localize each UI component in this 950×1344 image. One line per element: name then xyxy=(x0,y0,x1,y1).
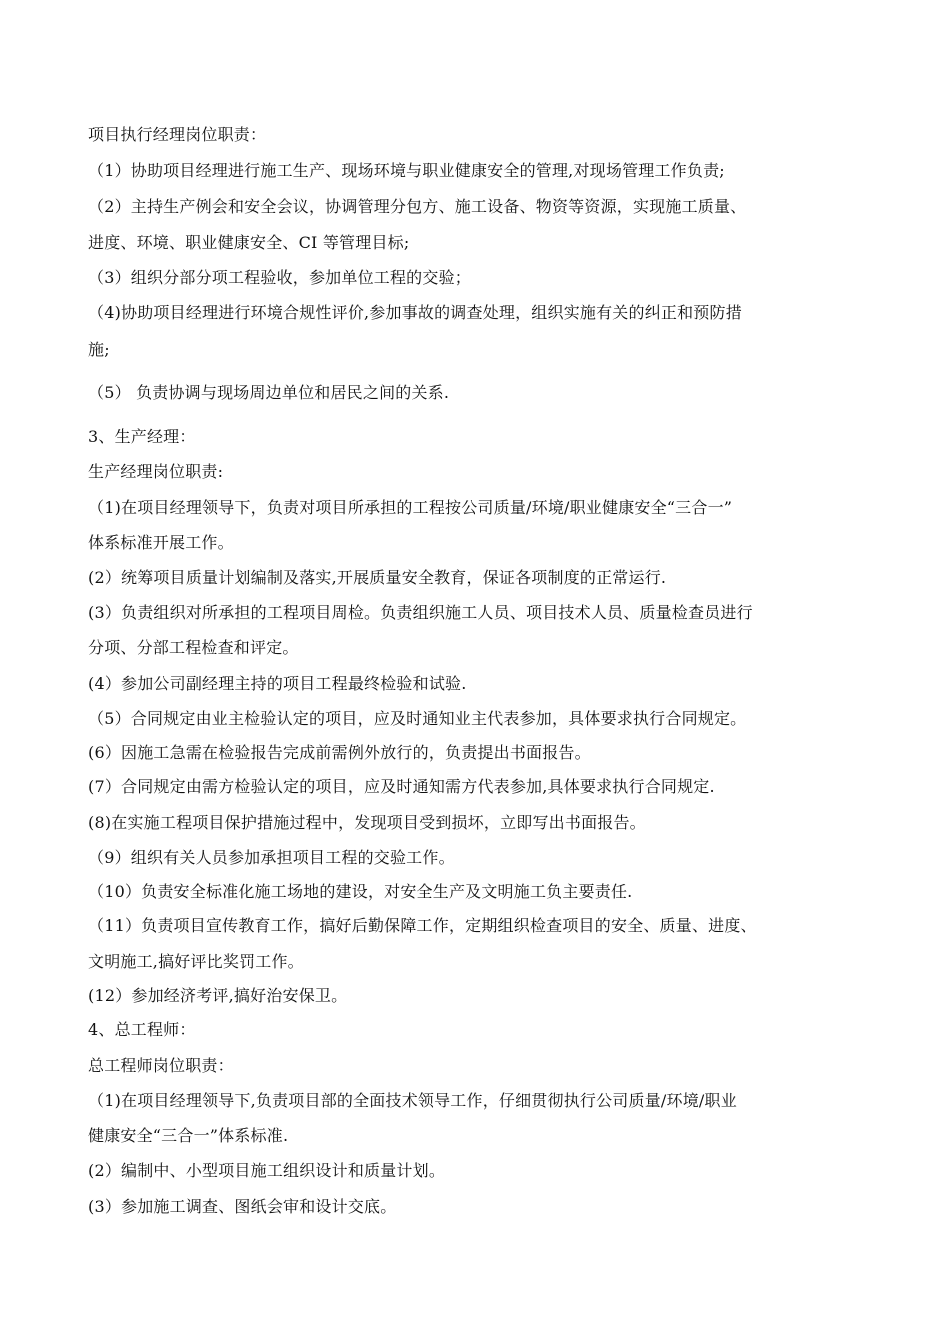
text-line: 总工程师岗位职责： xyxy=(88,1056,234,1075)
text-line: (8)在实施工程项目保护措施过程中，发现项目受到损坏，立即写出书面报告。 xyxy=(88,813,646,832)
text-line: （9）组织有关人员参加承担项目工程的交验工作。 xyxy=(88,848,455,867)
text-line: 施; xyxy=(88,340,110,359)
text-line: （4)协助项目经理进行环境合规性评价,参加事故的调查处理，组织实施有关的纠正和预防措 xyxy=(88,303,742,322)
text-line: （5） 负责协调与现场周边单位和居民之间的关系. xyxy=(88,383,450,402)
text-line: (3）参加施工调查、图纸会审和设计交底。 xyxy=(88,1197,397,1216)
text-line: 健康安全“三合一”体系标准. xyxy=(88,1126,289,1145)
text-line: （3）组织分部分项工程验收，参加单位工程的交验； xyxy=(88,268,471,287)
text-line: 文明施工,搞好评比奖罚工作。 xyxy=(88,952,304,971)
text-line: （2）主持生产例会和安全会议，协调管理分包方、施工设备、物资等资源，实现施工质量、 xyxy=(88,197,747,216)
section-heading: 3、生产经理： xyxy=(88,427,196,446)
text-line: (2）统筹项目质量计划编制及落实,开展质量安全教育，保证各项制度的正常运行. xyxy=(88,568,667,587)
text-line: (3）负责组织对所承担的工程项目周检。负责组织施工人员、项目技术人员、质量检查员进行 xyxy=(88,603,753,622)
text-line: 分项、分部工程检查和评定。 xyxy=(88,638,299,657)
text-line: (7）合同规定由需方检验认定的项目，应及时通知需方代表参加,具体要求执行合同规定. xyxy=(88,777,715,796)
text-line: 进度、环境、职业健康安全、CI 等管理目标; xyxy=(88,233,410,252)
text-line: （1)在项目经理领导下,负责项目部的全面技术领导工作，仔细贯彻执行公司质量/环境/职业 xyxy=(88,1091,737,1110)
section-heading: 4、总工程师： xyxy=(88,1020,196,1039)
text-line: (6）因施工急需在检验报告完成前需例外放行的，负责提出书面报告。 xyxy=(88,743,591,762)
text-line: 项目执行经理岗位职责： xyxy=(88,125,267,144)
text-line: (12）参加经济考评,搞好治安保卫。 xyxy=(88,986,348,1005)
text-line: (2）编制中、小型项目施工组织设计和质量计划。 xyxy=(88,1161,446,1180)
text-line: （1)在项目经理领导下，负责对项目所承担的工程按公司质量/环境/职业健康安全“三合一” xyxy=(88,498,733,517)
text-line: （5）合同规定由业主检验认定的项目，应及时通知业主代表参加，具体要求执行合同规定。 xyxy=(88,709,747,728)
text-line: （11）负责项目宣传教育工作，搞好后勤保障工作，定期组织检查项目的安全、质量、进度、 xyxy=(88,916,757,935)
text-line: （10）负责安全标准化施工场地的建设，对安全生产及文明施工负主要责任. xyxy=(88,882,633,901)
text-line: 生产经理岗位职责: xyxy=(88,462,224,481)
text-line: (4）参加公司副经理主持的项目工程最终检验和试验. xyxy=(88,674,467,693)
text-line: （1）协助项目经理进行施工生产、现场环境与职业健康安全的管理,对现场管理工作负责; xyxy=(88,161,725,180)
text-line: 体系标准开展工作。 xyxy=(88,533,234,552)
